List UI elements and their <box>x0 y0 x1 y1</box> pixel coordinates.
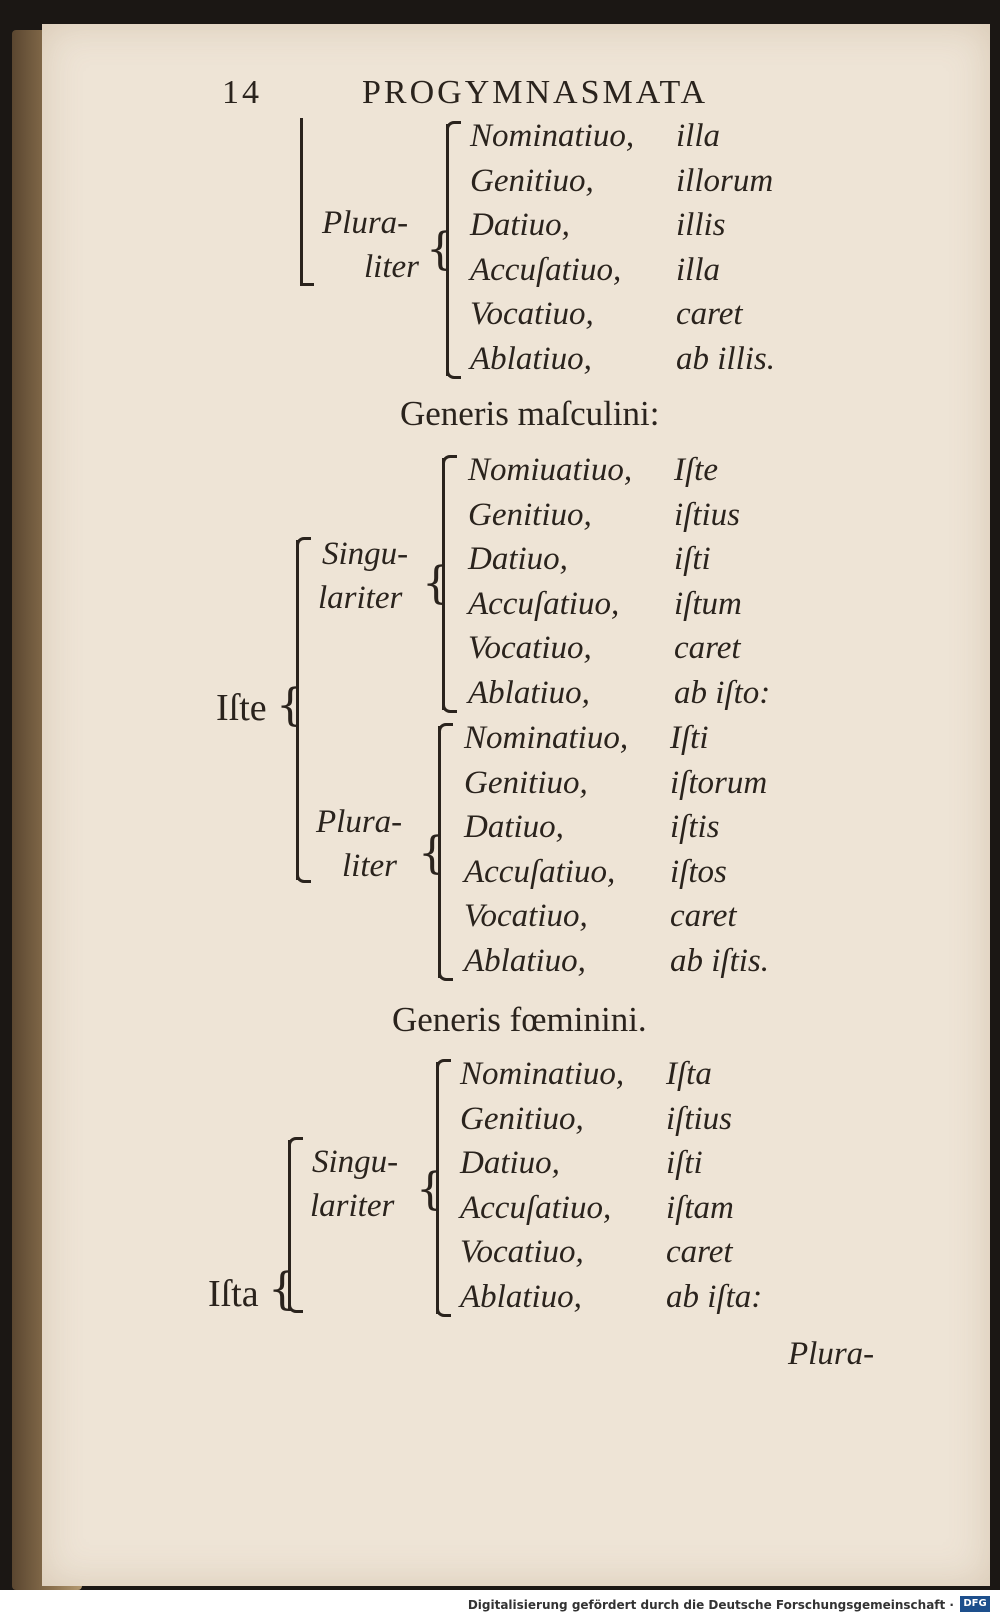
case-name: Genitiuo, <box>470 162 594 199</box>
case-name: Nominatiuo, <box>460 1056 625 1092</box>
lemma-brace <box>288 1140 291 1310</box>
case-form: iſti <box>674 541 711 577</box>
case-form: ab illis. <box>676 340 776 377</box>
case-form: caret <box>676 296 743 332</box>
plural-label-line1: Plura- <box>316 804 403 840</box>
case-form: caret <box>666 1234 733 1270</box>
case-name: Nominatiuo, <box>464 720 629 756</box>
number-label-line2: liter <box>364 249 419 285</box>
case-name: Vocatiuo, <box>470 296 594 332</box>
case-name: Vocatiuo, <box>460 1234 584 1270</box>
case-name: Genitiuo, <box>460 1100 584 1137</box>
lemma-iste: Iſte <box>216 687 267 729</box>
brace-point: { <box>426 224 454 275</box>
case-name: Ablatiuo, <box>468 674 590 711</box>
case-form: iſtis <box>670 809 720 845</box>
running-title: PROGYMNASMATA <box>362 74 709 111</box>
catchword: Plura- <box>788 1336 875 1372</box>
case-name: Nomiuatiuo, <box>468 452 633 488</box>
case-form: Iſte <box>674 452 718 488</box>
case-form: iſtos <box>670 853 727 890</box>
case-name: Vocatiuo, <box>468 630 592 666</box>
case-name: Ablatiuo, <box>460 1278 582 1315</box>
case-form: illis <box>676 207 726 243</box>
lemma-brace <box>296 540 299 880</box>
case-form: iſtius <box>666 1100 733 1137</box>
singular-label-line2: lariter <box>318 580 403 616</box>
case-form: Iſta <box>666 1056 712 1092</box>
continuation-bracket-foot <box>300 283 314 286</box>
case-name: Accuſatiuo, <box>460 1189 612 1226</box>
case-name: Datiuo, <box>464 809 564 845</box>
heading-feminine: Generis fœminini. <box>392 1000 647 1039</box>
case-name: Datiuo, <box>468 541 568 577</box>
case-form: ab iſtis. <box>670 942 770 979</box>
case-form: ab iſto: <box>674 674 771 711</box>
brace-point: { <box>418 828 446 879</box>
case-form: illorum <box>676 162 774 199</box>
lemma-ista: Iſta <box>208 1273 259 1315</box>
lemma-brace-point: { <box>276 680 304 731</box>
brace-point: { <box>422 558 450 609</box>
brace-point: { <box>416 1164 444 1215</box>
case-name: Datiuo, <box>460 1145 560 1181</box>
case-form: iſtius <box>674 496 741 533</box>
case-name: Datiuo, <box>470 207 570 243</box>
case-form: caret <box>670 898 737 934</box>
case-form: iſtorum <box>670 764 768 801</box>
case-name: Accuſatiuo, <box>468 585 620 622</box>
footer-credit: Digitalisierung gefördert durch die Deutsche Forschungsgemeinschaft · <box>467 1598 954 1612</box>
continuation-bracket <box>300 118 303 286</box>
case-name: Genitiuo, <box>468 496 592 533</box>
singular-label-line1: Singu- <box>322 536 409 572</box>
case-name: Ablatiuo, <box>470 340 592 377</box>
case-name: Accuſatiuo, <box>464 853 616 890</box>
case-name: Ablatiuo, <box>464 942 586 979</box>
singular-label-line1: Singu- <box>312 1144 399 1180</box>
case-name: Nominatiuo, <box>470 118 635 154</box>
dfg-logo: DFG <box>960 1596 990 1612</box>
lemma-brace-point: { <box>268 1264 296 1315</box>
case-form: Iſti <box>670 720 709 756</box>
number-label-line1: Plura- <box>322 205 409 241</box>
case-form: caret <box>674 630 741 666</box>
case-name: Genitiuo, <box>464 764 588 801</box>
case-form: illa <box>676 118 721 154</box>
case-form: iſtum <box>674 585 742 622</box>
singular-label-line2: lariter <box>310 1188 395 1224</box>
page-number: 14 <box>222 74 262 111</box>
case-name: Accuſatiuo, <box>470 251 622 288</box>
case-form: iſti <box>666 1145 703 1181</box>
case-form: iſtam <box>666 1189 734 1226</box>
plural-label-line2: liter <box>342 848 397 884</box>
case-form: illa <box>676 251 721 288</box>
case-form: ab iſta: <box>666 1278 763 1315</box>
heading-masculine: Generis maſculini: <box>400 394 660 433</box>
case-name: Vocatiuo, <box>464 898 588 934</box>
